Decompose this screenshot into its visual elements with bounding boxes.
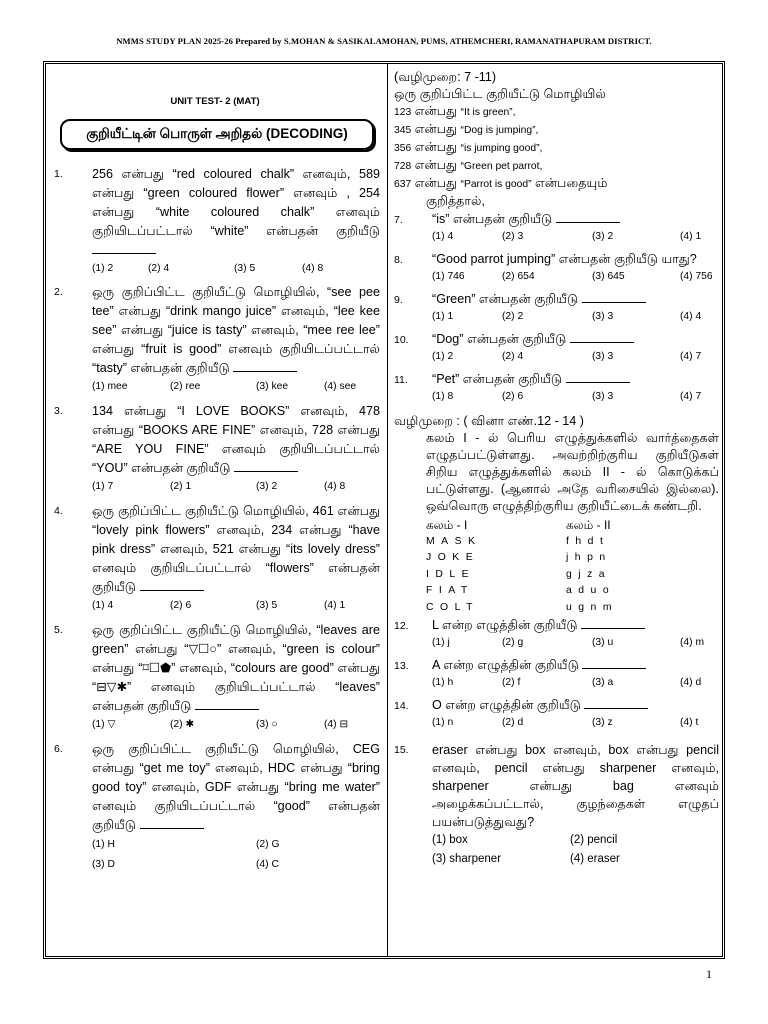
option-1[interactable]: (1) H <box>92 839 115 850</box>
option-1[interactable]: (1) ▽ <box>92 719 116 730</box>
shape-code-a: ▽☐○ <box>188 642 218 656</box>
option-3[interactable]: (3) 5 <box>234 263 256 274</box>
question-12 <box>394 617 719 649</box>
worksheet-frame <box>43 61 725 959</box>
method-intro: ஒரு குறிப்பிட்ட குறியீட்டு மொழியில் <box>394 87 606 101</box>
option-4[interactable]: (4) 1 <box>680 231 702 242</box>
option-2[interactable]: (2) d <box>502 717 524 728</box>
question-1 <box>54 165 380 275</box>
option-1[interactable]: (1) 2 <box>432 351 454 362</box>
question-number: 2. <box>54 286 63 298</box>
question-15 <box>394 741 719 869</box>
question-number: 7. <box>394 214 403 226</box>
option-4[interactable]: (4) d <box>680 677 702 688</box>
option-1[interactable]: (1) box <box>432 834 468 846</box>
answer-blank <box>195 698 259 710</box>
question-4 <box>54 502 380 612</box>
option-4[interactable]: (4) m <box>680 637 705 648</box>
option-4[interactable]: (4) 7 <box>680 351 702 362</box>
method2-text: கலம் I - ல் பெரிய எழுத்துக்களில் வார்த்தைகள் எழுதப்பட்டுள்ளது. அவற்றிற்குரிய குறியீடுகள் சிறிய எழுத்துக்களில் கலம் II - ல் கொடுக்கப் பட்டுள்ளது. (ஆனால் அதே வரிசையில் இல்லை). ஒவ்வொரு எழுத்திற்குரிய குறியீட்டைக் கண்டறி. <box>426 431 719 513</box>
option-3[interactable]: (3) D <box>92 859 115 870</box>
answer-blank <box>556 211 620 223</box>
left-column <box>54 64 380 875</box>
shape-code-c: ⊟▽✱ <box>96 680 127 694</box>
question-number: 5. <box>54 624 63 636</box>
column-divider <box>387 64 388 956</box>
question-number: 13. <box>394 660 409 672</box>
question-5 <box>54 621 380 731</box>
method-heading: (வழிமுறை: 7 -11) <box>394 70 497 84</box>
method2-heading: வழிமுறை : ( வினா எண்.12 - 14 ) <box>394 414 584 428</box>
question-6 <box>54 740 380 875</box>
option-3[interactable]: (3) 645 <box>592 271 625 282</box>
question-text: “Dog” என்பதன் குறியீடு <box>432 331 719 348</box>
answer-blank <box>92 242 156 254</box>
option-3[interactable]: (3) 5 <box>256 600 278 611</box>
option-3[interactable]: (3) u <box>592 637 614 648</box>
option-2[interactable]: (2) 6 <box>170 600 192 611</box>
answer-blank <box>584 697 648 709</box>
option-1[interactable]: (1) mee <box>92 381 128 392</box>
option-2[interactable]: (2) 4 <box>148 263 170 274</box>
option-3[interactable]: (3) sharpener <box>432 853 502 865</box>
question-text: 134 என்பது “I LOVE BOOKS” எனவும், 478 என்பது “BOOKS ARE FINE” எனவும், 728 என்பது “ARE YOU FINE” எனவும் குறியிடப்பட்டால் “YOU” என்பதன் குறியீடு <box>92 404 380 475</box>
option-1[interactable]: (1) 1 <box>432 311 454 322</box>
options <box>92 380 380 393</box>
option-1[interactable]: (1) 2 <box>92 263 114 274</box>
option-2[interactable]: (2) ✱ <box>170 719 195 730</box>
question-text: “Pet” என்பதன் குறியீடு <box>432 371 719 388</box>
options-row-1 <box>432 831 719 850</box>
option-3[interactable]: (3) 3 <box>592 391 614 402</box>
question-number: 10. <box>394 334 409 346</box>
options <box>92 599 380 612</box>
option-4[interactable]: (4) 7 <box>680 391 702 402</box>
question-text: ஒரு குறிப்பிட்ட குறியீட்டு மொழியில், “see pee tee” என்பது “drink mango juice” எனவும், “lee kee see” என்பது “juice is tasty” எனவும், “mee ree lee” என்பது “fruit is good” எனவும் குறியிடப்பட்டால் “tasty” என்பதன் குறியீடு <box>92 285 380 375</box>
question-number: 4. <box>54 505 63 517</box>
option-2[interactable]: (2) 4 <box>502 351 524 362</box>
options <box>432 230 719 243</box>
question-text: eraser என்பது box எனவும், box என்பது pencil எனவும், pencil என்பது sharpener எனவும், sharpener என்பது bag எனவும் அழைக்கப்பட்டால், குழந்தைகள் எழுதப் பயன்படுத்துவது? <box>432 743 719 829</box>
question-number: 12. <box>394 620 409 632</box>
option-3[interactable]: (3) z <box>592 717 613 728</box>
answer-blank <box>582 291 646 303</box>
options <box>432 310 719 323</box>
question-7 <box>394 211 719 243</box>
option-2[interactable]: (2) 654 <box>502 271 535 282</box>
option-1[interactable]: (1) 4 <box>92 600 114 611</box>
question-10 <box>394 331 719 363</box>
option-3[interactable]: (3) 2 <box>256 481 278 492</box>
code-table-header <box>426 517 719 534</box>
code-line-2: 345 என்பது “Dog is jumping”, <box>394 122 539 136</box>
options <box>432 350 719 363</box>
shape-code-b: ⌑☐⬟ <box>142 661 172 675</box>
option-2[interactable]: (2) G <box>256 839 280 850</box>
answer-blank <box>570 331 634 343</box>
options-row-2 <box>92 855 380 875</box>
option-1[interactable]: (1) 8 <box>432 391 454 402</box>
option-3[interactable]: (3) a <box>592 677 614 688</box>
code-table <box>394 517 719 616</box>
option-3[interactable]: (3) 2 <box>592 231 614 242</box>
option-3[interactable]: (3) 3 <box>592 311 614 322</box>
option-1[interactable]: (1) n <box>432 717 454 728</box>
question-9 <box>394 291 719 323</box>
option-4[interactable]: (4) ⊟ <box>324 719 349 730</box>
options <box>432 390 719 403</box>
option-3[interactable]: (3) 3 <box>592 351 614 362</box>
question-text: A என்ற எழுத்தின் குறியீடு <box>432 657 719 674</box>
code-row: IDLE gjza <box>426 568 612 580</box>
column-1-heading: கலம் - I <box>426 518 468 532</box>
options <box>92 480 380 493</box>
question-number: 9. <box>394 294 403 306</box>
option-4[interactable]: (4) 8 <box>302 263 324 274</box>
option-3[interactable]: (3) kee <box>256 381 289 392</box>
answer-blank <box>140 817 204 829</box>
code-line-end: குறித்தால், <box>426 194 485 208</box>
option-1[interactable]: (1) h <box>432 677 454 688</box>
code-row: JOKE jhpn <box>426 552 612 563</box>
question-text: ஒரு குறிப்பிட்ட குறியீட்டு மொழியில், “leaves are green” என்பது “▽☐○” எனவும், “green is colour” என்பது “⌑☐⬟” எனவும், “colours are good” என்பது “⊟▽✱” எனவும் குறியிடப்பட்டால் “leaves” என்பதன் குறியீடு <box>92 623 381 713</box>
option-2[interactable]: (2) g <box>502 637 524 648</box>
options <box>432 676 719 689</box>
page-number: 1 <box>706 967 712 981</box>
option-2[interactable]: (2) pencil <box>570 834 618 846</box>
question-3 <box>54 402 380 493</box>
code-row: MASK fhdt <box>426 535 610 547</box>
options <box>92 718 380 731</box>
option-4[interactable]: (4) 4 <box>680 311 702 322</box>
code-line-3: 356 என்பது “is jumping good”, <box>394 140 543 154</box>
page-header: NMMS STUDY PLAN 2025-26 Prepared by S.MOHAN & SASIKALAMOHAN, PUMS, ATHEMCHERI, RAMANATHAPURAM DISTRICT. <box>116 36 652 46</box>
question-number: 15. <box>394 744 409 756</box>
option-1[interactable]: (1) j <box>432 637 450 648</box>
question-14 <box>394 697 719 729</box>
option-4[interactable]: (4) t <box>680 717 699 728</box>
option-2[interactable]: (2) ree <box>170 381 201 392</box>
option-4[interactable]: (4) 756 <box>680 271 713 282</box>
answer-blank <box>566 371 630 383</box>
options <box>432 270 719 283</box>
question-8 <box>394 251 719 283</box>
unit-title: UNIT TEST- 2 (MAT) <box>170 96 260 107</box>
question-text: ஒரு குறிப்பிட்ட குறியீட்டு மொழியில், CEG என்பது “get me toy” எனவும், HDC என்பது “bring good toy” எனவும், GDF என்பது “bring me water” எனவும் குறியிடப்பட்டால் “good” என்பதன் குறியீடு <box>92 742 380 832</box>
option-2[interactable]: (2) 6 <box>502 391 524 402</box>
option-2[interactable]: (2) 3 <box>502 231 524 242</box>
option-4[interactable]: (4) eraser <box>570 853 620 865</box>
answer-blank <box>581 617 645 629</box>
question-2 <box>54 283 380 393</box>
section-title: குறியீட்டின் பொருள் அறிதல் (DECODING) <box>60 119 374 150</box>
answer-blank <box>233 360 297 372</box>
option-4[interactable]: (4) see <box>324 381 357 392</box>
option-2[interactable]: (2) f <box>502 677 521 688</box>
question-text: O என்ற எழுத்தின் குறியீடு <box>432 697 719 714</box>
option-4[interactable]: (4) 8 <box>324 481 346 492</box>
option-1[interactable]: (1) 4 <box>432 231 454 242</box>
question-text: ஒரு குறிப்பிட்ட குறியீட்டு மொழியில், 461 என்பது “lovely pink flowers” எனவும், 234 என்பது “have pink dress” எனவும், 521 என்பது “its lovely dress” எனவும் குறியிடப்பட்டால் “flowers” என்பதன் குறியீடு <box>92 504 380 594</box>
options-row-1 <box>92 835 380 855</box>
code-line-5: 637 என்பது “Parrot is good” என்பதையும் <box>394 176 608 190</box>
option-1[interactable]: (1) 7 <box>92 481 114 492</box>
options <box>432 716 719 729</box>
question-text: “Good parrot jumping” என்பதன் குறியீடு யாது? <box>432 252 697 266</box>
question-number: 1. <box>54 168 63 180</box>
options <box>92 262 380 275</box>
question-number: 14. <box>394 700 409 712</box>
question-text: “Green” என்பதன் குறியீடு <box>432 291 719 308</box>
question-number: 6. <box>54 743 63 755</box>
answer-blank <box>582 657 646 669</box>
question-number: 11. <box>394 374 408 386</box>
code-line-1: 123 என்பது “It is green”, <box>394 104 516 118</box>
options-row-2 <box>432 850 719 869</box>
code-row: COLT ugnm <box>426 601 618 613</box>
question-text: L என்ற எழுத்தின் குறியீடு <box>432 617 719 634</box>
right-column <box>394 64 719 869</box>
question-text: “is” என்பதன் குறியீடு <box>432 211 719 228</box>
column-2-heading: கலம் - II <box>566 518 611 532</box>
question-number: 3. <box>54 405 63 417</box>
option-1[interactable]: (1) 746 <box>432 271 465 282</box>
answer-blank <box>234 460 298 472</box>
option-4[interactable]: (4) C <box>256 859 279 870</box>
options <box>432 636 719 649</box>
answer-blank <box>140 579 204 591</box>
option-4[interactable]: (4) 1 <box>324 600 346 611</box>
code-line-4: 728 என்பது “Green pet parrot, <box>394 158 543 172</box>
option-3[interactable]: (3) ○ <box>256 719 278 730</box>
option-2[interactable]: (2) 2 <box>502 311 524 322</box>
question-11 <box>394 371 719 403</box>
question-13 <box>394 657 719 689</box>
question-text: 256 என்பது “red coloured chalk” எனவும், 589 என்பது “green coloured flower” எனவும் , 254 என்பது “white coloured chalk” எனவும் குறியிடப்பட்டால் “white” என்பதன் குறியீடு <box>92 165 380 260</box>
question-number: 8. <box>394 254 403 266</box>
option-2[interactable]: (2) 1 <box>170 481 192 492</box>
code-row: FIAT aduo <box>426 585 616 596</box>
